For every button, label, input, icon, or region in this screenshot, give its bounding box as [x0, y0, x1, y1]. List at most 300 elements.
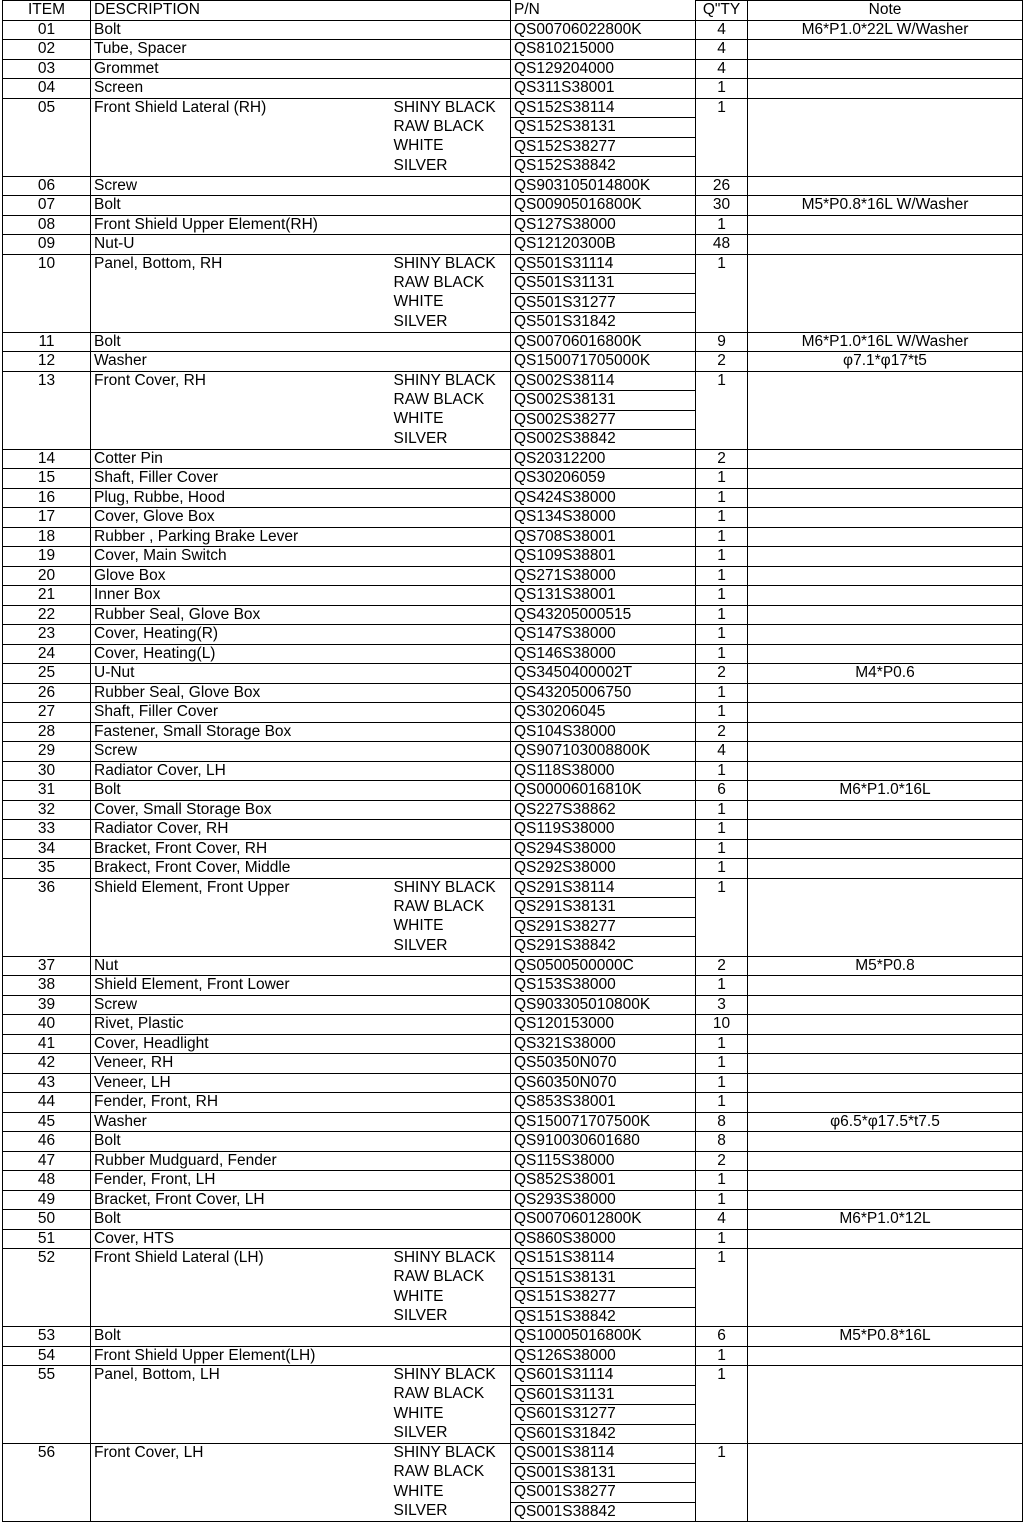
item-number: 11	[3, 332, 91, 352]
part-description: Cover, Heating(R)	[91, 625, 392, 645]
table-row	[3, 1229, 1023, 1249]
item-number: 10	[3, 254, 91, 332]
part-number: QS708S38001	[511, 527, 696, 547]
quantity: 1	[696, 508, 748, 528]
item-number: 14	[3, 449, 91, 469]
part-number: QS126S38000	[511, 1346, 696, 1366]
table-row-variant	[3, 1249, 1023, 1269]
table-row	[3, 352, 1023, 372]
part-description: Rubber , Parking Brake Lever	[91, 527, 392, 547]
part-number: QS001S38277	[511, 1483, 696, 1503]
part-number: QS153S38000	[511, 976, 696, 996]
item-number: 33	[3, 820, 91, 840]
table-row	[3, 547, 1023, 567]
part-description: Screen	[91, 79, 392, 99]
table-row	[3, 176, 1023, 196]
part-description: Rubber Mudguard, Fender	[91, 1151, 392, 1171]
part-number: QS002S38114	[511, 371, 696, 391]
part-number: QS501S31131	[511, 274, 696, 294]
part-note	[748, 98, 1023, 176]
part-number: QS853S38001	[511, 1093, 696, 1113]
part-description: Washer	[91, 1112, 392, 1132]
color-variant: WHITE	[393, 410, 444, 427]
part-number: QS00706016800K	[511, 332, 696, 352]
quantity: 1	[696, 703, 748, 723]
color-cell	[392, 605, 511, 625]
part-note	[748, 59, 1023, 79]
color-cell	[392, 1034, 511, 1054]
part-number: QS810215000	[511, 40, 696, 60]
part-number: QS134S38000	[511, 508, 696, 528]
table-row	[3, 196, 1023, 216]
part-number: QS291S38114	[511, 878, 696, 898]
part-note	[748, 1054, 1023, 1074]
quantity: 6	[696, 781, 748, 801]
part-description: Veneer, RH	[91, 1054, 392, 1074]
color-cell	[392, 800, 511, 820]
part-description: Rubber Seal, Glove Box	[91, 605, 392, 625]
part-number: QS907103008800K	[511, 742, 696, 762]
item-number: 54	[3, 1346, 91, 1366]
item-number: 16	[3, 488, 91, 508]
part-note	[748, 703, 1023, 723]
part-note	[748, 235, 1023, 255]
part-description: Bracket, Front Cover, LH	[91, 1190, 392, 1210]
color-cell	[392, 235, 511, 255]
table-row	[3, 1093, 1023, 1113]
color-cell	[392, 742, 511, 762]
part-note: φ7.1*φ17*t5	[748, 352, 1023, 372]
color-variant: SHINY BLACK	[392, 1249, 511, 1269]
part-note	[748, 1151, 1023, 1171]
quantity: 1	[696, 527, 748, 547]
item-number: 19	[3, 547, 91, 567]
table-row	[3, 605, 1023, 625]
quantity: 1	[696, 859, 748, 879]
color-cell	[392, 664, 511, 684]
quantity: 26	[696, 176, 748, 196]
quantity: 1	[696, 98, 748, 176]
table-row-variant	[3, 1444, 1023, 1464]
quantity: 1	[696, 371, 748, 449]
part-number: QS119S38000	[511, 820, 696, 840]
part-number: QS118S38000	[511, 761, 696, 781]
item-number: 51	[3, 1229, 91, 1249]
color-cell	[392, 488, 511, 508]
part-number: QS151S38277	[511, 1288, 696, 1308]
part-number: QS271S38000	[511, 566, 696, 586]
table-row	[3, 839, 1023, 859]
part-number: QS120153000	[511, 1015, 696, 1035]
part-note	[748, 1073, 1023, 1093]
part-description: Fender, Front, LH	[91, 1171, 392, 1191]
part-note: M6*P1.0*16L W/Washer	[748, 332, 1023, 352]
color-variant: SILVER	[393, 429, 448, 447]
part-description: Cover, Main Switch	[91, 547, 392, 567]
part-number: QS151S38842	[511, 1307, 696, 1327]
color-cell	[392, 644, 511, 664]
color-cell	[392, 703, 511, 723]
part-note: φ6.5*φ17.5*t7.5	[748, 1112, 1023, 1132]
table-row	[3, 332, 1023, 352]
part-description: Front Shield Lateral (RH)	[91, 98, 392, 176]
item-number: 49	[3, 1190, 91, 1210]
item-number: 35	[3, 859, 91, 879]
item-number: 09	[3, 235, 91, 255]
quantity: 4	[696, 59, 748, 79]
color-variant: SILVER	[393, 1424, 448, 1441]
table-row	[3, 235, 1023, 255]
part-number: QS152S38277	[511, 137, 696, 157]
quantity: 30	[696, 196, 748, 216]
quantity: 1	[696, 1444, 748, 1522]
part-number: QS115S38000	[511, 1151, 696, 1171]
table-row	[3, 20, 1023, 40]
item-number: 23	[3, 625, 91, 645]
part-number: QS00905016800K	[511, 196, 696, 216]
color-cell	[392, 1327, 511, 1347]
table-row	[3, 1346, 1023, 1366]
part-number: QS00706022800K	[511, 20, 696, 40]
color-cell	[392, 20, 511, 40]
quantity: 4	[696, 1210, 748, 1230]
part-note	[748, 800, 1023, 820]
table-row	[3, 488, 1023, 508]
item-number: 02	[3, 40, 91, 60]
table-row-variant	[3, 371, 1023, 391]
color-cell	[392, 976, 511, 996]
part-number: QS293S38000	[511, 1190, 696, 1210]
part-note	[748, 371, 1023, 449]
quantity: 1	[696, 1073, 748, 1093]
table-row	[3, 79, 1023, 99]
part-note	[748, 1366, 1023, 1444]
color-cell	[392, 1346, 511, 1366]
part-note	[748, 761, 1023, 781]
part-number: QS910030601680	[511, 1132, 696, 1152]
quantity: 4	[696, 20, 748, 40]
part-number: QS152S38842	[511, 157, 696, 177]
part-description: Fender, Front, RH	[91, 1093, 392, 1113]
part-number: QS001S38131	[511, 1463, 696, 1483]
color-cell	[392, 40, 511, 60]
part-note	[748, 566, 1023, 586]
item-number: 52	[3, 1249, 91, 1327]
quantity: 1	[696, 215, 748, 235]
part-number: QS60350N070	[511, 1073, 696, 1093]
part-number: QS601S31114	[511, 1366, 696, 1386]
part-number: QS12120300B	[511, 235, 696, 255]
part-number: QS146S38000	[511, 644, 696, 664]
quantity: 1	[696, 1093, 748, 1113]
part-description: Bolt	[91, 1210, 392, 1230]
color-variant: WHITE	[393, 1287, 444, 1305]
quantity: 1	[696, 586, 748, 606]
part-number: QS501S31114	[511, 254, 696, 274]
color-cell	[392, 508, 511, 528]
item-number: 39	[3, 995, 91, 1015]
item-number: 21	[3, 586, 91, 606]
part-number: QS311S38001	[511, 79, 696, 99]
color-cell	[392, 1229, 511, 1249]
quantity: 10	[696, 1015, 748, 1035]
part-note	[748, 79, 1023, 99]
part-description: Cover, Small Storage Box	[91, 800, 392, 820]
color-cell	[392, 586, 511, 606]
color-variant: RAW BLACK	[393, 117, 485, 135]
part-description: Nut-U	[91, 235, 392, 255]
part-number: QS3450400002T	[511, 664, 696, 684]
part-description: Bolt	[91, 332, 392, 352]
part-description: Cover, HTS	[91, 1229, 392, 1249]
color-cell	[392, 1190, 511, 1210]
part-description: Cover, Glove Box	[91, 508, 392, 528]
part-number: QS002S38277	[511, 410, 696, 430]
color-variant: SILVER	[393, 936, 448, 954]
part-note: M6*P1.0*12L	[748, 1210, 1023, 1230]
item-number: 55	[3, 1366, 91, 1444]
part-note	[748, 1034, 1023, 1054]
part-description: Washer	[91, 352, 392, 372]
table-row	[3, 956, 1023, 976]
item-number: 46	[3, 1132, 91, 1152]
part-note	[748, 1444, 1023, 1522]
part-description: Nut	[91, 956, 392, 976]
part-number: QS001S38114	[511, 1444, 696, 1464]
part-number: QS424S38000	[511, 488, 696, 508]
color-cell	[392, 1112, 511, 1132]
quantity: 2	[696, 722, 748, 742]
part-number: QS00006016810K	[511, 781, 696, 801]
quantity: 1	[696, 1346, 748, 1366]
part-note	[748, 1132, 1023, 1152]
part-description: Plug, Rubbe, Hood	[91, 488, 392, 508]
color-variant: SILVER	[393, 312, 448, 330]
item-number: 56	[3, 1444, 91, 1522]
color-cell	[392, 1151, 511, 1171]
part-note: M6*P1.0*16L	[748, 781, 1023, 801]
part-number: QS151S38131	[511, 1268, 696, 1288]
color-cell	[392, 449, 511, 469]
quantity: 1	[696, 605, 748, 625]
part-number: QS601S31277	[511, 1405, 696, 1425]
part-note: M5*P0.8	[748, 956, 1023, 976]
table-row	[3, 59, 1023, 79]
parts-list-table	[2, 0, 1023, 1522]
part-description: Cover, Heating(L)	[91, 644, 392, 664]
table-row	[3, 1112, 1023, 1132]
color-variant: RAW BLACK	[393, 1463, 485, 1480]
quantity: 1	[696, 976, 748, 996]
part-number: QS0500500000C	[511, 956, 696, 976]
part-description: Bolt	[91, 1132, 392, 1152]
color-cell	[392, 527, 511, 547]
color-cell	[392, 215, 511, 235]
part-description: Shield Element, Front Upper	[91, 878, 392, 956]
quantity: 2	[696, 449, 748, 469]
part-description: Screw	[91, 176, 392, 196]
table-row	[3, 800, 1023, 820]
item-number: 22	[3, 605, 91, 625]
part-number: QS20312200	[511, 449, 696, 469]
quantity: 1	[696, 488, 748, 508]
table-row	[3, 761, 1023, 781]
color-variant: SHINY BLACK	[392, 98, 511, 118]
table-row	[3, 508, 1023, 528]
item-number: 05	[3, 98, 91, 176]
part-note	[748, 508, 1023, 528]
color-variant: RAW BLACK	[393, 390, 485, 408]
color-cell	[392, 761, 511, 781]
quantity: 2	[696, 956, 748, 976]
part-number: QS291S38842	[511, 937, 696, 957]
color-cell	[392, 722, 511, 742]
part-description: Grommet	[91, 59, 392, 79]
color-variant: SHINY BLACK	[392, 371, 511, 391]
color-variant: SHINY BLACK	[392, 254, 511, 274]
item-number: 17	[3, 508, 91, 528]
part-number: QS852S38001	[511, 1171, 696, 1191]
part-note	[748, 859, 1023, 879]
quantity: 48	[696, 235, 748, 255]
part-description: Shaft, Filler Cover	[91, 469, 392, 489]
table-row	[3, 1210, 1023, 1230]
part-number: QS10005016800K	[511, 1327, 696, 1347]
color-cell	[392, 1054, 511, 1074]
part-number: QS43205000515	[511, 605, 696, 625]
item-number: 47	[3, 1151, 91, 1171]
part-description: Inner Box	[91, 586, 392, 606]
part-description: Veneer, LH	[91, 1073, 392, 1093]
part-note	[748, 254, 1023, 332]
part-note	[748, 839, 1023, 859]
table-row	[3, 820, 1023, 840]
part-description: Bracket, Front Cover, RH	[91, 839, 392, 859]
part-number: QS00706012800K	[511, 1210, 696, 1230]
part-note	[748, 469, 1023, 489]
table-header-row	[3, 1, 1023, 21]
part-note	[748, 449, 1023, 469]
header-note: Note	[748, 1, 1023, 21]
part-note	[748, 722, 1023, 742]
parts-table-body	[3, 20, 1023, 1522]
color-cell	[392, 781, 511, 801]
part-number: QS104S38000	[511, 722, 696, 742]
part-note	[748, 605, 1023, 625]
color-cell	[392, 196, 511, 216]
table-row	[3, 859, 1023, 879]
quantity: 1	[696, 1171, 748, 1191]
item-number: 15	[3, 469, 91, 489]
color-cell	[392, 469, 511, 489]
table-row	[3, 781, 1023, 801]
part-note: M6*P1.0*22L W/Washer	[748, 20, 1023, 40]
quantity: 2	[696, 352, 748, 372]
part-description: Front Cover, RH	[91, 371, 392, 449]
item-number: 25	[3, 664, 91, 684]
item-number: 37	[3, 956, 91, 976]
part-description: Fastener, Small Storage Box	[91, 722, 392, 742]
part-description: Brakect, Front Cover, Middle	[91, 859, 392, 879]
part-note: M5*P0.8*16L	[748, 1327, 1023, 1347]
item-number: 27	[3, 703, 91, 723]
part-number: QS002S38842	[511, 430, 696, 450]
table-row	[3, 1151, 1023, 1171]
part-note	[748, 1190, 1023, 1210]
part-description: Front Shield Upper Element(RH)	[91, 215, 392, 235]
part-number: QS129204000	[511, 59, 696, 79]
color-cell	[392, 820, 511, 840]
part-number: QS50350N070	[511, 1054, 696, 1074]
part-number: QS501S31842	[511, 313, 696, 333]
table-row	[3, 976, 1023, 996]
color-cell	[392, 332, 511, 352]
part-description: Tube, Spacer	[91, 40, 392, 60]
part-note	[748, 1015, 1023, 1035]
color-cell	[392, 956, 511, 976]
quantity: 4	[696, 742, 748, 762]
part-description: Radiator Cover, RH	[91, 820, 392, 840]
part-number: QS150071707500K	[511, 1112, 696, 1132]
part-number: QS601S31842	[511, 1424, 696, 1444]
part-description: Front Shield Upper Element(LH)	[91, 1346, 392, 1366]
part-description: Screw	[91, 742, 392, 762]
quantity: 1	[696, 839, 748, 859]
part-note	[748, 742, 1023, 762]
color-variant: WHITE	[393, 1404, 444, 1422]
item-number: 40	[3, 1015, 91, 1035]
quantity: 1	[696, 1249, 748, 1327]
item-number: 45	[3, 1112, 91, 1132]
part-number: QS903105014800K	[511, 176, 696, 196]
part-number: QS860S38000	[511, 1229, 696, 1249]
quantity: 9	[696, 332, 748, 352]
item-number: 12	[3, 352, 91, 372]
table-row-variant	[3, 254, 1023, 274]
table-row	[3, 1327, 1023, 1347]
table-row	[3, 1073, 1023, 1093]
color-cell	[392, 59, 511, 79]
color-cell	[392, 683, 511, 703]
color-variant: WHITE	[393, 917, 444, 934]
part-note	[748, 1249, 1023, 1327]
color-cell	[392, 79, 511, 99]
part-note	[748, 683, 1023, 703]
color-cell	[392, 566, 511, 586]
part-note	[748, 820, 1023, 840]
part-number: QS150071705000K	[511, 352, 696, 372]
item-number: 42	[3, 1054, 91, 1074]
color-variant: WHITE	[393, 137, 444, 154]
quantity: 1	[696, 820, 748, 840]
color-variant: RAW BLACK	[393, 1385, 485, 1402]
quantity: 1	[696, 79, 748, 99]
item-number: 13	[3, 371, 91, 449]
quantity: 1	[696, 254, 748, 332]
quantity: 1	[696, 683, 748, 703]
quantity: 1	[696, 469, 748, 489]
item-number: 36	[3, 878, 91, 956]
color-cell	[392, 1210, 511, 1230]
part-note	[748, 878, 1023, 956]
table-row	[3, 469, 1023, 489]
color-cell	[392, 1073, 511, 1093]
part-number: QS002S38131	[511, 391, 696, 411]
part-number: QS147S38000	[511, 625, 696, 645]
item-number: 38	[3, 976, 91, 996]
quantity: 1	[696, 547, 748, 567]
color-variant: SILVER	[393, 156, 448, 174]
